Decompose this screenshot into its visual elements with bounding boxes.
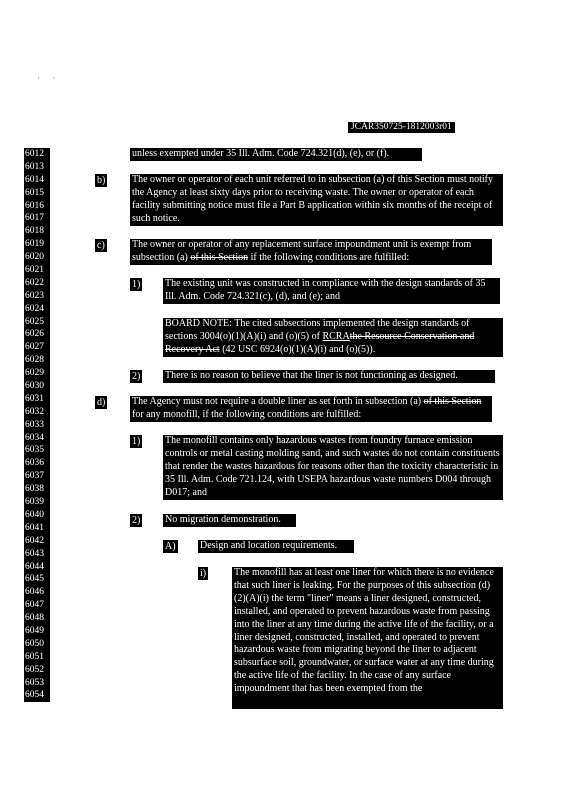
subsection-A-text: Design and location requirements. bbox=[198, 540, 354, 553]
line-number: 6042 bbox=[25, 535, 44, 546]
line-number: 6028 bbox=[25, 355, 44, 366]
label-c: c) bbox=[97, 240, 105, 251]
line-number: 6039 bbox=[25, 497, 44, 508]
label-d2: 2) bbox=[132, 515, 141, 526]
line-number: 6043 bbox=[25, 548, 44, 559]
intro-text: unless exempted under 35 Ill. Adm. Code 724.321(d), (e), or (f). bbox=[130, 148, 422, 161]
line-number: 6016 bbox=[25, 200, 44, 211]
label-i: i) bbox=[200, 568, 207, 579]
line-number: 6040 bbox=[25, 509, 44, 520]
line-number: 6033 bbox=[25, 419, 44, 430]
line-number: 6035 bbox=[25, 445, 44, 456]
label-A: A) bbox=[165, 541, 176, 552]
line-number: 6052 bbox=[25, 664, 44, 675]
label-c1: 1) bbox=[132, 279, 141, 290]
subsection-d2-text: No migration demonstration. bbox=[163, 514, 296, 527]
line-number: 6045 bbox=[25, 574, 44, 585]
line-number: 6019 bbox=[25, 239, 44, 250]
line-number: 6029 bbox=[25, 368, 44, 379]
line-number: 6053 bbox=[25, 677, 44, 688]
label-d: d) bbox=[97, 397, 106, 408]
line-number: 6025 bbox=[25, 316, 44, 327]
subsection-b-text: The owner or operator of each unit referred to in subsection (a) of this Section must notify the Agency at least sixty days prior to receiving waste. The owner or operator of each facility submitting notice must file a Part B application within six months of the receipt of such notice. bbox=[130, 174, 503, 226]
board-note: BOARD NOTE: The cited subsections implemented the design standards of sections 3004(o)(1)(A)(i) and (o)(5) of RCRAthe Resource Conservation and Recovery Act (42 USC 6924(o)(1)(A)(i) and (o)(5)). bbox=[163, 318, 503, 357]
subsection-d1-text: The monofill contains only hazardous wastes from foundry furnace emission controls or metal casting molding sand, and such wastes do not contain constituents that render the wastes hazardous for reasons other than the toxicity characteristic in 35 Ill. Adm. Code 721.124, with USEPA hazardous waste numbers D004 through D017; and bbox=[163, 435, 503, 500]
line-number: 6020 bbox=[25, 252, 44, 263]
line-number: 6050 bbox=[25, 638, 44, 649]
line-number: 6013 bbox=[25, 161, 44, 172]
line-number: 6038 bbox=[25, 484, 44, 495]
subsection-i-text: The monofill has at least one liner for which there is no evidence that such liner is leaking. For the purposes of this subsection (d)(2)(A)(i) the term "liner" means a liner designed, constructed, installed, and operated to prevent hazardous waste from passing into the liner at any time during the active life of the facility, or a liner designed, constructed, installed, and operated to prevent hazardous waste from migrating beyond the liner to adjacent subsurface soil, groundwater, or surface water at any time during the active life of the facility. In the case of any surface impoundment that has been exempted from the bbox=[232, 567, 503, 709]
document-code: JCAR350725-1812003r01 bbox=[348, 122, 455, 133]
line-number: 6046 bbox=[25, 587, 44, 598]
line-number: 6018 bbox=[25, 226, 44, 237]
label-d1: 1) bbox=[132, 436, 141, 447]
line-number: 6012 bbox=[25, 149, 44, 159]
line-number: 6036 bbox=[25, 458, 44, 469]
line-number: 6037 bbox=[25, 471, 44, 482]
line-number: 6034 bbox=[25, 432, 44, 443]
line-number: 6021 bbox=[25, 265, 44, 276]
line-number: 6048 bbox=[25, 613, 44, 624]
line-number: 6054 bbox=[25, 690, 44, 701]
line-number-column bbox=[24, 148, 50, 702]
line-number: 6041 bbox=[25, 522, 44, 533]
label-c2: 2) bbox=[132, 371, 141, 382]
line-number: 6023 bbox=[25, 290, 44, 301]
line-number: 6024 bbox=[25, 303, 44, 314]
subsection-c1-text: The existing unit was constructed in compliance with the design standards of 35 Ill. Adm. Code 724.321(c), (d), and (e); and bbox=[163, 278, 500, 304]
line-number: 6014 bbox=[25, 174, 44, 185]
label-b: b) bbox=[97, 175, 106, 186]
line-number: 6049 bbox=[25, 625, 44, 636]
line-number: 6030 bbox=[25, 381, 44, 392]
line-number: 6031 bbox=[25, 393, 44, 404]
line-number: 6022 bbox=[25, 277, 44, 288]
line-number: 6044 bbox=[25, 561, 44, 572]
line-number: 6032 bbox=[25, 406, 44, 417]
subsection-c2-text: There is no reason to believe that the liner is not functioning as designed. bbox=[163, 370, 495, 383]
subsection-c-text: The owner or operator of any replacement surface impoundment unit is exempt from subsection (a) of this Section if the following conditions are fulfilled: bbox=[130, 239, 492, 265]
line-number: 6015 bbox=[25, 187, 44, 198]
line-number: 6017 bbox=[25, 213, 44, 224]
line-number: 6051 bbox=[25, 651, 44, 662]
line-number: 6026 bbox=[25, 329, 44, 340]
line-number: 6027 bbox=[25, 342, 44, 353]
subsection-d-text: The Agency must not require a double liner as set forth in subsection (a) of this Section for any monofill, if the following conditions are fulfilled: bbox=[130, 396, 492, 422]
line-number: 6047 bbox=[25, 600, 44, 611]
scan-specks: ' ' bbox=[38, 76, 55, 84]
